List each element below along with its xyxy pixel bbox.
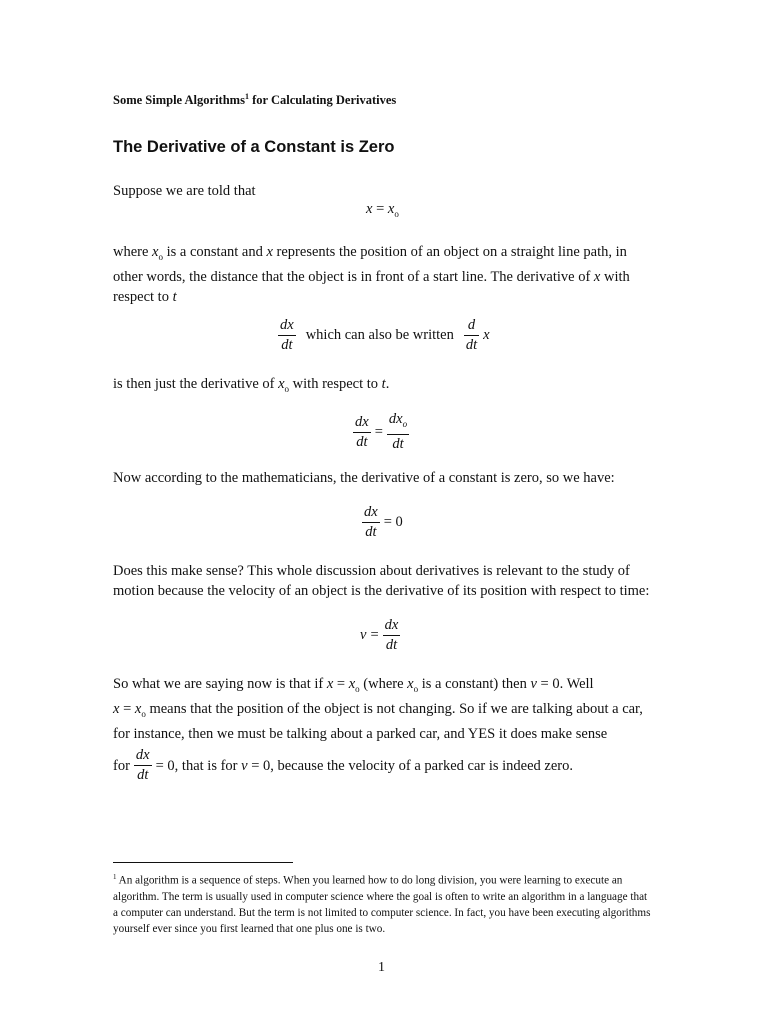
equation-dx-dt-equals-dx0-dt: $\frac{dx}{dt}$ = $\frac{dx_o}{dt}$ — [355, 411, 408, 452]
equation-x-equals-x0: $x = x_o$ — [366, 201, 399, 219]
footnote-divider — [113, 862, 293, 863]
section-heading: The Derivative of a Constant is Zero — [113, 138, 395, 156]
paragraph-suppose: Suppose we are told that — [113, 183, 256, 199]
equation-velocity: v = $\frac{dx}{dt}$ — [360, 617, 399, 653]
footnote-marker: 1 — [244, 92, 249, 101]
page-number: 1 — [378, 960, 385, 975]
paragraph-where: where $x_o$ is a constant and x represents the position of an object on a straight line path, in other words, the distance that the object is in front of a start line. The derivative of x with respect to t — [113, 244, 630, 305]
fraction-d-dt: $\frac{d}{dt}$ — [465, 317, 478, 353]
equation-dx-dt-equals-zero: $\frac{dx}{dt}$ = 0 — [364, 504, 403, 540]
fraction-dx-dt: $\frac{dx}{dt}$ — [280, 317, 294, 353]
paragraph-mathematicians: Now according to the mathematicians, the derivative of a constant is zero, so we have: — [113, 470, 615, 486]
paragraph-so-what: So what we are saying now is that if $x = x_o$ (where $x_o$ is a constant) then v = 0. Well $x = x_o$ means that the position of the object is not changing. So if we are talking about a car, for instance, then we must be talking about a parked car, and YES it does make sense for $\frac{dx}{dt}$ = 0 , that is for v = 0, because the velocity of a parked car is indeed zero. — [113, 676, 643, 783]
paragraph-derivative-of-x0: is then just the derivative of $x_o$ with respect to t. — [113, 376, 390, 394]
footnote: $^1$ An algorithm is a sequence of steps. When you learned how to do long division, you were learning to execute an algorithm. The term is usually used in computer science where the goal is often to write an algorithm in a language that a computer can understand. But the term is not limited to computer science. In fact, you have been executing algorithms yourself ever since you first learned that one plus one is two. — [113, 873, 651, 935]
equation-dx-dt: $\frac{dx}{dt}$ which can also be written $\frac{d}{dt}$ x — [280, 317, 490, 353]
paragraph-does-this-make-sense: Does this make sense? This whole discussion about derivatives is relevant to the study of motion because the velocity of an object is the derivative of its position with respect to time: — [113, 563, 650, 599]
document-title: Some Simple Algorithms$^1$ for Calculating Derivatives — [113, 92, 397, 108]
